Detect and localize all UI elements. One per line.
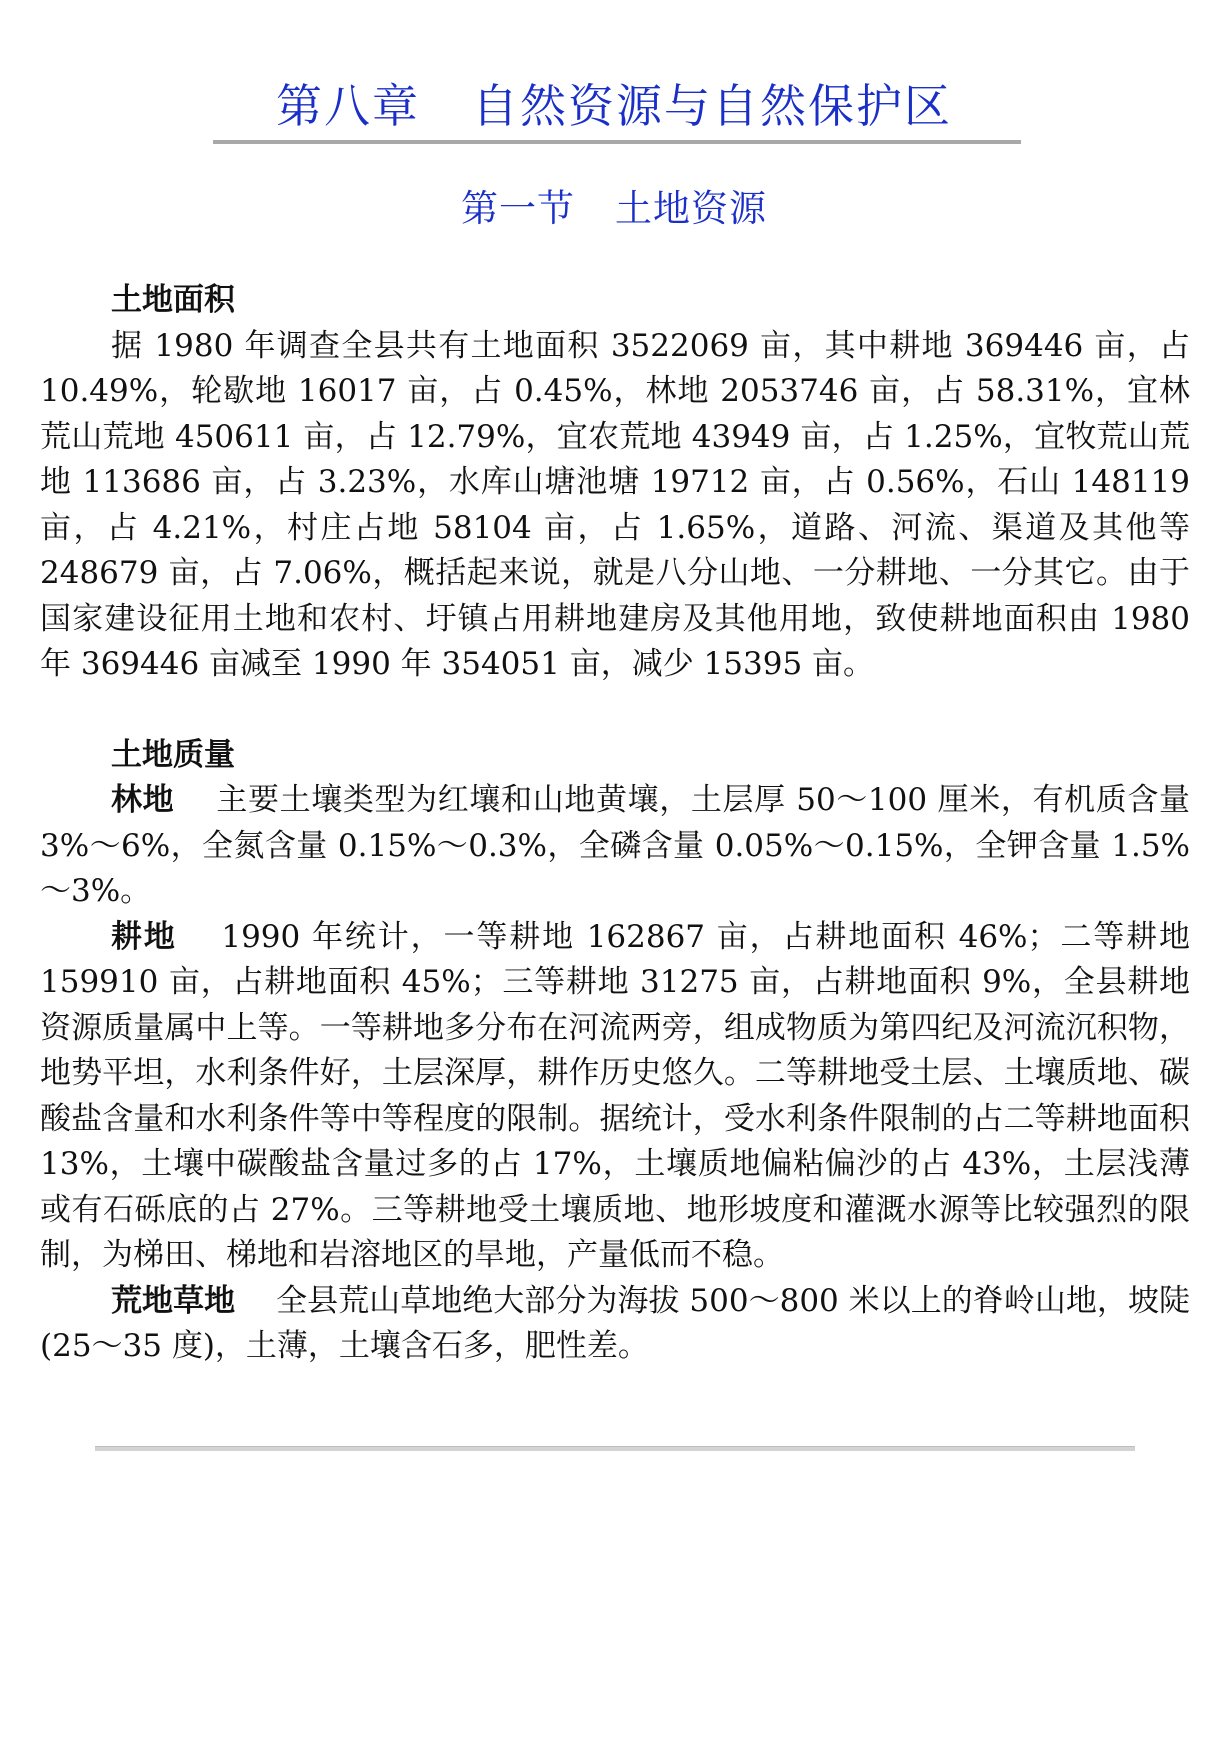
chapter-number: 第八章 <box>276 79 420 133</box>
grassland-paragraph <box>40 1279 1190 1370</box>
forest-land-paragraph <box>40 778 1190 915</box>
forest-land-text: 主要土壤类型为红壤和山地黄壤，土层厚 50～100 厘米，有机质含量 3%～6%，全氮含量 0.15%～0.3%，全磷含量 0.05%～0.15%，全钾含量 1.5%～3%。 <box>40 782 1191 909</box>
grassland-text: 全县荒山草地绝大部分为海拔 500～800 米以上的脊岭山地，坡陡(25～35 度)，土薄，土壤含石多，肥性差。 <box>40 1282 1191 1364</box>
land-area-heading: 土地面积 <box>111 282 235 318</box>
land-quality-heading: 土地质量 <box>111 736 235 773</box>
farmland-text: 1990 年统计，一等耕地 162867 亩，占耕地面积 46%；二等耕地 159910 亩，占耕地面积 45%；三等耕地 31275 亩，占耕地面积 9%，全县耕地资源质量属中上等。一等耕地多分布在河流两旁，组成物质为第四纪及河流沉积物，地势平坦，水利条件好，土层深厚，耕作历史悠久。二等耕地受土层、土壤质地、碳酸盐含量和水利条件等中等程度的限制。据统计，受水利条件限制的占二等耕地面积 13%，土壤中碳酸盐含量过多的占 17%，土壤质地偏粘偏沙的占 43%，土层浅薄或有石砾底的占 27%。三等耕地受土壤质地、地形坡度和灌溉水源等比较强烈的限制，为梯田、梯地和岩溶地区的旱地，产量低而不稳。 <box>40 918 1190 1273</box>
land-area-paragraph: 据 1980 年调查全县共有土地面积 3522069 亩，其中耕地 369446 亩，占 10.49%，轮歇地 16017 亩，占 0.45%，林地 2053746 亩，占 58.31%，宜林荒山荒地 450611 亩，占 12.79%，宜农荒地 43949 亩，占 1.25%，宜牧荒山荒地 113686 亩，占 3.23%，水库山塘池塘 19712 亩，占 0.56%，石山 148119 亩，占 4.21%，村庄占地 58104 亩，占 1.65%，道路、河流、渠道及其他等 248679 亩，占 7.06%，概括起来说，就是八分山地、一分耕地、一分其它。由于国家建设征用土地和农村、圩镇占用耕地建房及其他用地，致使耕地面积由 1980 年 369446 亩减至 1990 年 354051 亩，减少 15395 亩。 <box>40 327 1190 682</box>
chapter-name: 自然资源与自然保护区 <box>472 79 952 133</box>
farmland-paragraph <box>40 915 1190 1279</box>
section-title <box>0 186 1228 232</box>
document-body <box>40 278 1190 1370</box>
grassland-lead: 荒地草地 <box>111 1282 236 1319</box>
forest-land-lead: 林地 <box>111 782 175 818</box>
bottom-divider <box>95 1446 1135 1451</box>
section-name: 土地资源 <box>615 187 767 230</box>
chapter-divider <box>213 140 1021 144</box>
farmland-lead: 耕地 <box>111 918 177 955</box>
section-number: 第一节 <box>461 187 575 230</box>
paragraph-spacer <box>40 688 1190 733</box>
chapter-title <box>0 78 1228 134</box>
